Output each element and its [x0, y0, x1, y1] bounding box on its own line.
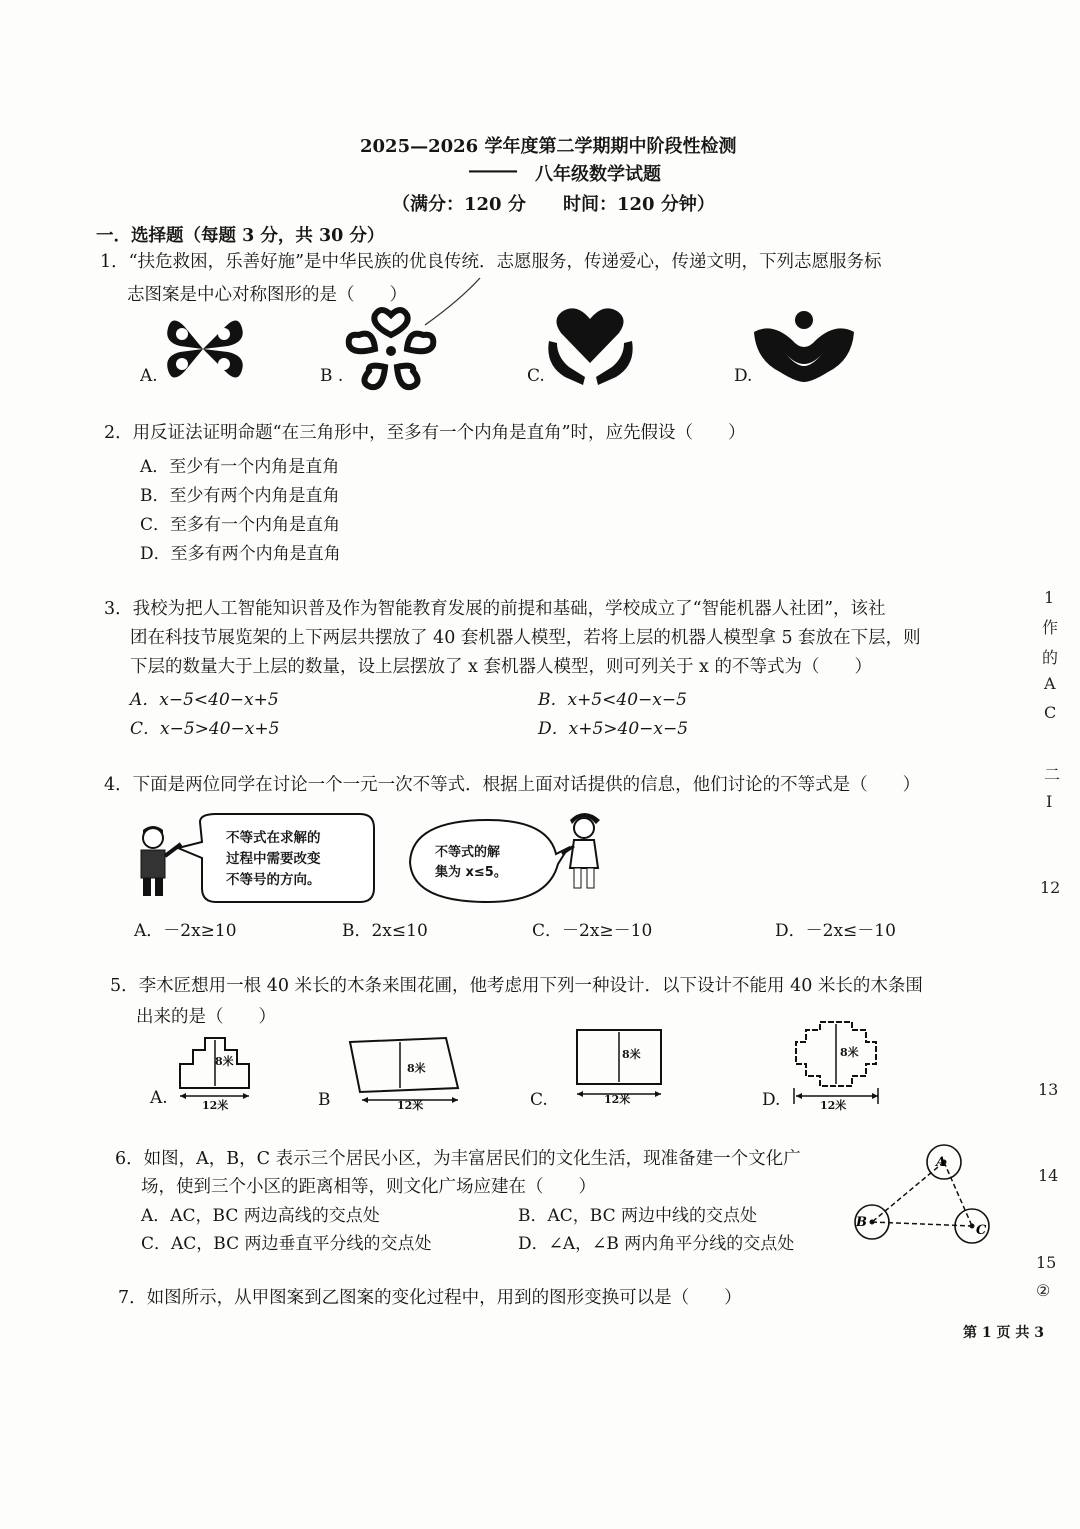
q5b-height-label: 8米 — [407, 1062, 426, 1075]
q1-stem-line2: 志图案是中心对称图形的是（ ） — [127, 285, 407, 305]
q3-option-c: C．x−5>40−x+5 — [130, 719, 280, 739]
q3-option-b: B．x+5<40−x−5 — [538, 690, 687, 710]
edge-fragment: A — [1044, 674, 1056, 693]
q6-option-b: B．AC，BC 两边中线的交点处 — [518, 1206, 757, 1226]
q5-figure-a — [175, 1036, 265, 1106]
q6-stem-line2: 场，使到三个小区的距离相等，则文化广场应建在（ ） — [141, 1177, 596, 1197]
q3-option-d: D．x+5>40−x−5 — [538, 719, 689, 739]
time-limit: 时间：120 分钟） — [563, 194, 715, 215]
q3-stem-line3: 下层的数量大于上层的数量，设上层摆放了 x 套机器人模型，则可列关于 x 的不等式为（ ） — [130, 657, 872, 677]
q5c-width-label: 12米 — [604, 1093, 631, 1106]
girl-student-icon — [558, 814, 608, 892]
q2-option-d: D．至多有两个内角是直角 — [140, 544, 341, 564]
section-heading: 一．选择题（每题 3 分，共 30 分） — [96, 226, 385, 246]
q3-stem-line1: 3．我校为把人工智能知识普及作为智能教育发展的前提和基础，学校成立了“智能机器人社团”，该社 — [104, 599, 886, 619]
q4-option-c: C．－2x≥－10 — [532, 921, 653, 941]
q5a-height-label: 8米 — [215, 1055, 234, 1068]
q4-option-a: A．－2x≥10 — [134, 921, 237, 941]
q1-option-c-label: C. — [527, 366, 545, 386]
exam-subtitle: 八年级数学试题 — [535, 164, 661, 185]
q3-option-a: A．x−5<40−x+5 — [130, 690, 279, 710]
q6-option-d: D．∠A，∠B 两内角平分线的交点处 — [518, 1234, 795, 1254]
q1-stem-line1: 1．“扶危救困，乐善好施”是中华民族的优良传统．志愿服务，传递爱心，传递文明，下列志愿服务标 — [100, 252, 882, 272]
edge-fragment: I — [1046, 792, 1053, 811]
edge-fragment: 二 — [1044, 765, 1061, 784]
page-footer: 第 1 页 共 3 — [963, 1325, 1044, 1341]
bubble1-line1: 不等式在求解的 — [226, 830, 321, 846]
q2-option-b: B．至少有两个内角是直角 — [140, 486, 340, 506]
q5d-width-label: 12米 — [820, 1099, 847, 1112]
q5-option-d-label: D. — [762, 1090, 781, 1110]
q5c-height-label: 8米 — [622, 1048, 641, 1061]
edge-fragment: 12 — [1040, 878, 1061, 897]
point-a-label: A — [936, 1155, 947, 1170]
q6-option-a: A．AC，BC 两边高线的交点处 — [141, 1206, 380, 1226]
q2-option-a: A．至少有一个内角是直角 — [140, 457, 340, 477]
edge-fragment: 1 — [1044, 588, 1055, 607]
q5d-height-label: 8米 — [840, 1046, 859, 1059]
q1-option-d-label: D. — [734, 366, 753, 386]
q6-triangle-figure — [848, 1140, 998, 1250]
q5-stem-line2: 出来的是（ ） — [136, 1007, 276, 1027]
q5-option-b-label: B — [318, 1090, 331, 1110]
clover-hands-logo-icon — [162, 308, 244, 390]
q5-figure-d — [790, 1018, 884, 1108]
q5a-width-label: 12米 — [202, 1099, 229, 1112]
edge-fragment: 14 — [1038, 1166, 1059, 1185]
q6-stem-line1: 6．如图，A，B，C 表示三个居民小区，为丰富居民们的文化生活，现准备建一个文化广 — [115, 1149, 801, 1169]
edge-fragment: 15 — [1036, 1253, 1057, 1272]
q5-stem-line1: 5．李木匠想用一根 40 米长的木条来围花圃，他考虑用下列一种设计．以下设计不能用 40 米长的木条围 — [110, 976, 923, 996]
q4-option-d: D．－2x≤－10 — [775, 921, 896, 941]
flower-hearts-logo-icon — [345, 305, 437, 391]
q3-stem-line2: 团在科技节展览架的上下两层共摆放了 40 套机器人模型，若将上层的机器人模型拿 5 套放在下层，则 — [130, 628, 921, 648]
q1-option-a-label: A. — [140, 366, 158, 386]
person-hands-logo-icon — [752, 310, 856, 386]
q6-option-c: C．AC，BC 两边垂直平分线的交点处 — [141, 1234, 432, 1254]
full-score: （满分：120 分 — [392, 194, 526, 215]
edge-fragment: 13 — [1038, 1080, 1059, 1099]
q5b-width-label: 12米 — [397, 1099, 424, 1112]
edge-fragment: 的 — [1042, 648, 1059, 667]
q4-stem: 4．下面是两位同学在讨论一个一元一次不等式．根据上面对话提供的信息，他们讨论的不等式是（ ） — [104, 775, 921, 795]
q5-option-c-label: C. — [530, 1090, 548, 1110]
q1-option-b-label: B . — [320, 366, 344, 386]
edge-fragment: 作 — [1042, 618, 1059, 637]
q5-option-a-label: A. — [150, 1088, 168, 1108]
q7-stem: 7．如图所示，从甲图案到乙图案的变化过程中，用到的图形变换可以是（ ） — [118, 1288, 742, 1308]
q2-option-c: C．至多有一个内角是直角 — [140, 515, 341, 535]
heart-hands-logo-icon — [543, 305, 638, 387]
q2-stem: 2．用反证法证明命题“在三角形中，至多有一个内角是直角”时，应先假设（ ） — [104, 423, 746, 443]
edge-fragment: C — [1044, 703, 1057, 722]
point-b-label: B — [856, 1215, 867, 1230]
subtitle-dash: ——— — [468, 160, 516, 181]
point-c-label: C — [976, 1223, 987, 1238]
exam-title: 2025—2026 学年度第二学期期中阶段性检测 — [360, 136, 737, 157]
q4-option-b: B．2x≤10 — [342, 921, 428, 941]
bubble1-line2: 过程中需要改变 — [226, 851, 321, 867]
bubble2-line1: 不等式的解 — [435, 845, 501, 860]
bubble1-line3: 不等号的方向。 — [226, 872, 321, 888]
bubble2-line2: 集为 x≤5。 — [435, 865, 507, 880]
edge-fragment: ② — [1036, 1281, 1051, 1300]
